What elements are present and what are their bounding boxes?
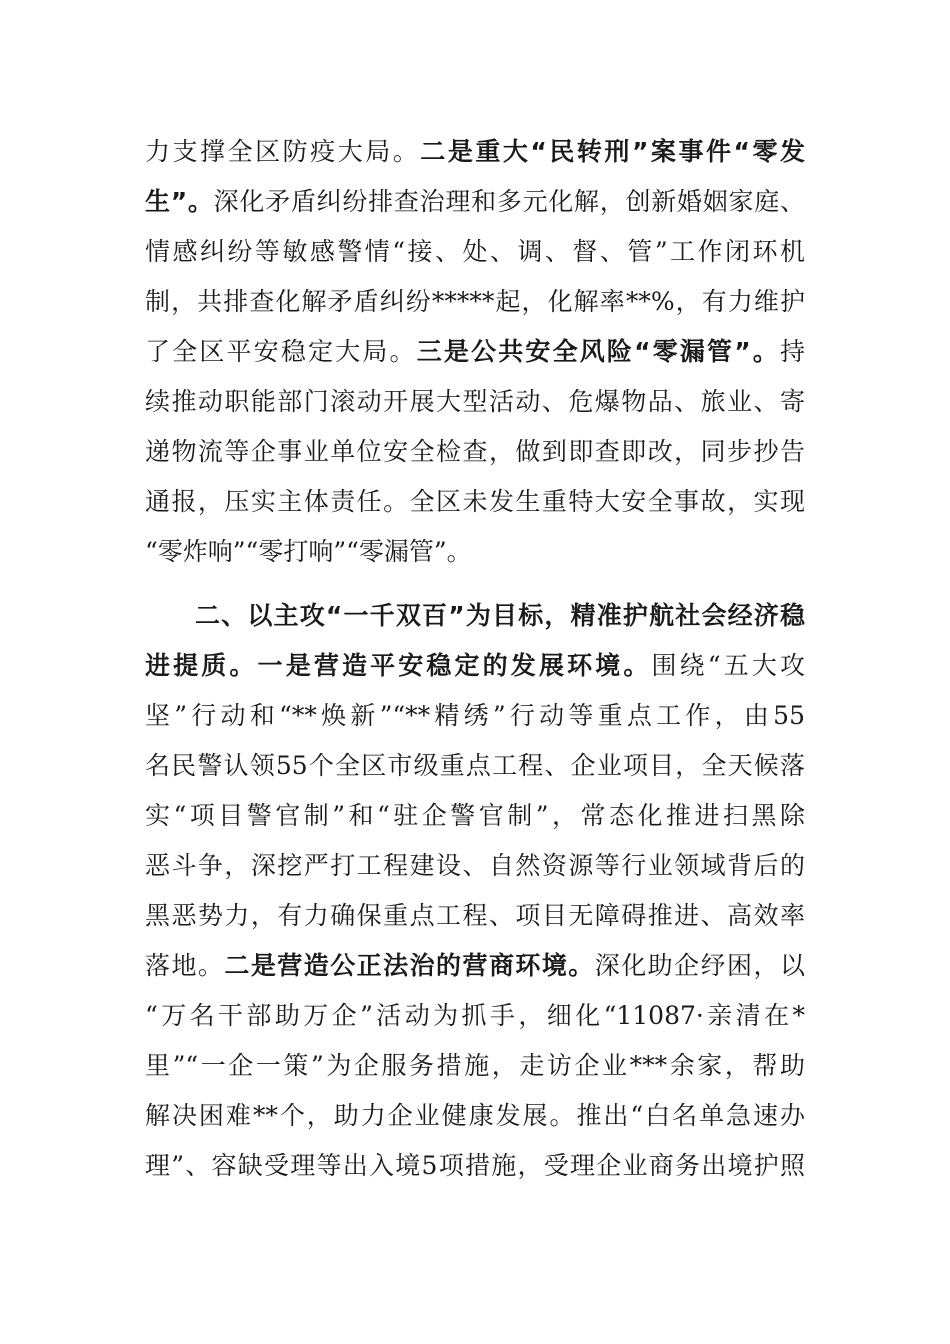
text-line [145, 126, 805, 178]
text-line [145, 1090, 805, 1142]
text-line [145, 740, 805, 792]
text-run: “万名干部助万企”活动为抓手，细化“11087·亲清在* [145, 1001, 805, 1030]
text-run-bold: 进提质。一是营造平安稳定的发展环境。 [145, 651, 652, 680]
text-line [145, 1140, 805, 1192]
text-run-bold: 二是营造公正法治的营商环境。 [224, 951, 595, 980]
text-line [145, 990, 805, 1042]
text-run: 情感纠纷等敏感警情“接、处、调、督、管”工作闭环机 [145, 237, 805, 266]
text-run: 解决困难**个，助力企业健康发展。推出“白名单急速办 [145, 1101, 805, 1130]
text-run: 制，共排查化解矛盾纠纷*****起，化解率**%，有力维护 [145, 287, 805, 316]
text-run: 持 [779, 337, 805, 366]
text-run: 名民警认领55个全区市级重点工程、企业项目，全天候落 [145, 751, 805, 780]
text-run: 落地。 [145, 951, 225, 980]
text-run: 深化矛盾纠纷排查治理和多元化解，创新婚姻家庭、 [213, 187, 805, 216]
text-run: 深化助企纾困，以 [594, 951, 805, 980]
text-line [145, 840, 805, 892]
text-run-bold: 生”。 [145, 187, 214, 216]
text-run: 了全区平安稳定大局。 [145, 337, 417, 366]
text-line [145, 640, 805, 692]
text-run-bold: 二是重大“民转刑”案事件“零发 [420, 137, 805, 166]
text-line [145, 376, 805, 428]
text-run: 恶斗争，深挖严打工程建设、自然资源等行业领域背后的 [145, 851, 805, 880]
text-line [145, 326, 805, 378]
text-run-bold: 三是公共安全风险“零漏管”。 [416, 337, 780, 366]
text-line [145, 176, 805, 228]
text-run: 黑恶势力，有力确保重点工程、项目无障碍推进、高效率 [145, 901, 805, 930]
text-line [145, 790, 805, 842]
text-line [195, 590, 805, 642]
text-run: 围绕“五大攻 [651, 651, 805, 680]
text-run: 通报，压实主体责任。全区未发生重特大安全事故，实现 [145, 487, 805, 516]
text-line [145, 1040, 805, 1092]
text-run: “零炸响”“零打响”“零漏管”。 [145, 537, 472, 566]
text-line [145, 276, 805, 328]
text-line [145, 890, 805, 942]
text-run: 实“项目警官制”和“驻企警官制”，常态化推进扫黑除 [145, 801, 805, 830]
text-run: 理”、容缺受理等出入境5项措施，受理企业商务出境护照 [145, 1151, 805, 1180]
text-run: 坚”行动和“**焕新”“**精绣”行动等重点工作，由55 [145, 701, 805, 730]
text-line [145, 940, 805, 992]
text-line [145, 526, 805, 578]
text-run: 续推动职能部门滚动开展大型活动、危爆物品、旅业、寄 [145, 387, 805, 416]
text-line [145, 426, 805, 478]
text-run: 递物流等企事业单位安全检查，做到即查即改，同步抄告 [145, 437, 805, 466]
text-line [145, 226, 805, 278]
section-heading: 二、以主攻“一千双百”为目标，精准护航社会经济稳 [195, 601, 805, 630]
text-line [145, 690, 805, 742]
text-run: 力支撑全区防疫大局。 [145, 137, 421, 166]
text-line [145, 476, 805, 528]
text-run: 里”“一企一策”为企服务措施，走访企业***余家，帮助 [145, 1051, 805, 1080]
